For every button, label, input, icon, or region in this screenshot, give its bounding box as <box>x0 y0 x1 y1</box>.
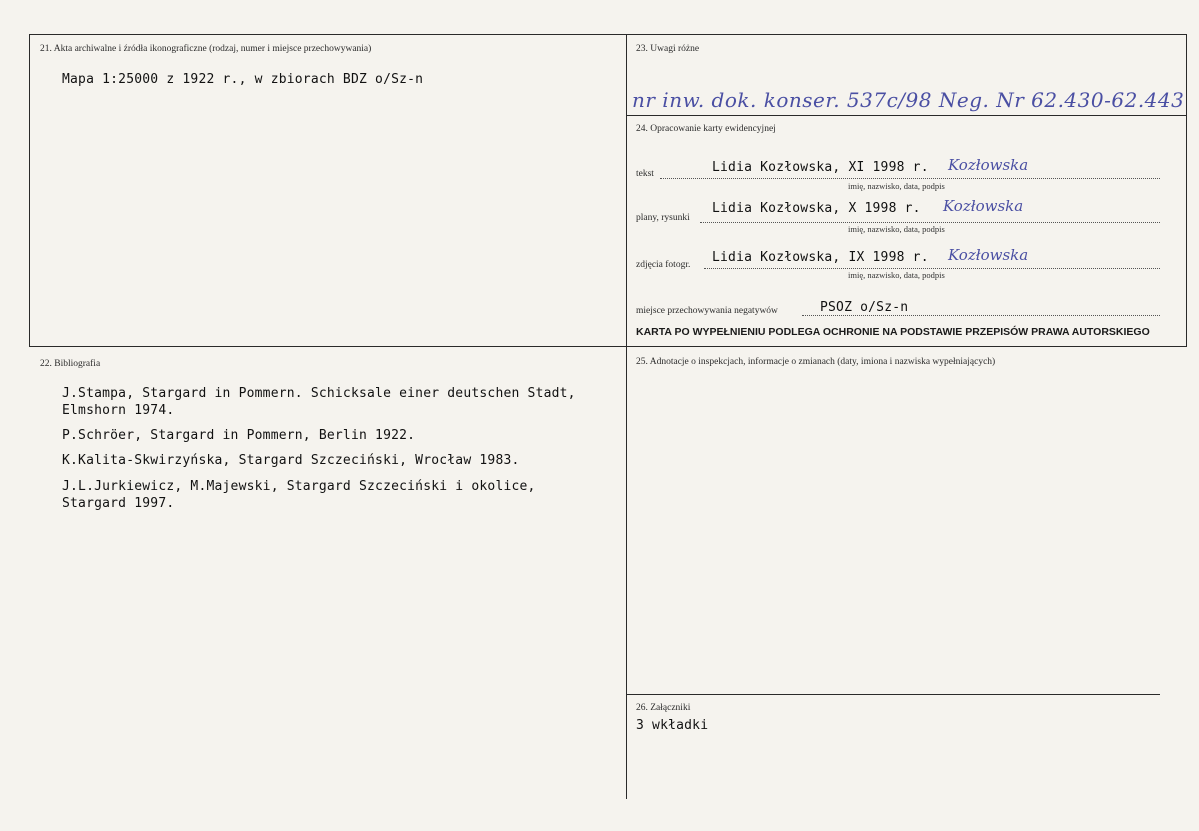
s23-bottom-line <box>626 115 1186 116</box>
s22-entry-1-line-2: Elmshorn 1974. <box>62 403 175 418</box>
s26-caption: 26. Załączniki <box>636 703 691 713</box>
s22-caption: 22. Bibliografia <box>40 359 101 369</box>
s21-caption: 21. Akta archiwalne i źródła ikonograficzne (rodzaj, numer i miejsce przechowywania) <box>40 44 372 54</box>
s24-row-sublabel-plany: imię, nazwisko, data, podpis <box>848 224 945 234</box>
horizontal-divider <box>29 346 1187 347</box>
s24-row-dotline-plany <box>700 222 1160 223</box>
middle-divider <box>626 34 627 799</box>
s24-row-signature-zdjecia: Kozłowska <box>948 246 1029 264</box>
s21-text: Mapa 1:25000 z 1922 r., w zbiorach BDZ o/Sz-n <box>62 72 424 87</box>
s24-caption: 24. Opracowanie karty ewidencyjnej <box>636 124 776 134</box>
s24-negatives-label: miejsce przechowywania negatywów <box>636 306 778 316</box>
s24-row-signature-tekst: Kozłowska <box>948 156 1029 174</box>
s26-text: 3 wkładki <box>636 718 709 733</box>
s24-negatives-dotline <box>802 315 1160 316</box>
s24-copyright-note: KARTA PO WYPEŁNIENIU PODLEGA OCHRONIE NA PODSTAWIE PRZEPISÓW PRAWA AUTORSKIEGO <box>636 326 1150 338</box>
right-border <box>1186 34 1187 346</box>
s24-row-dotline-tekst <box>660 178 1160 179</box>
s24-row-value-zdjecia: Lidia Kozłowska, IX 1998 r. <box>712 250 929 265</box>
s24-row-label-plany: plany, rysunki <box>636 213 690 223</box>
s24-row-sublabel-zdjecia: imię, nazwisko, data, podpis <box>848 270 945 280</box>
s24-row-dotline-zdjecia <box>704 268 1160 269</box>
top-border <box>29 34 1187 35</box>
s22-entry-4-line-2: Stargard 1997. <box>62 496 175 511</box>
s22-entry-2: P.Schröer, Stargard in Pommern, Berlin 1922. <box>62 428 416 443</box>
s22-entry-4-line-1: J.L.Jurkiewicz, M.Majewski, Stargard Szczeciński i okolice, <box>62 479 536 494</box>
s23-caption: 23. Uwagi różne <box>636 44 700 54</box>
s24-row-sublabel-tekst: imię, nazwisko, data, podpis <box>848 181 945 191</box>
s24-row-label-zdjecia: zdjęcia fotogr. <box>636 260 691 270</box>
s22-entry-1-line-1: J.Stampa, Stargard in Pommern. Schicksale einer deutschen Stadt, <box>62 386 576 401</box>
s23-handwritten-note: nr inw. dok. konser. 537c/98 Neg. Nr 62.430-62.443 <box>632 88 1185 112</box>
s25-caption: 25. Adnotacje o inspekcjach, informacje o zmianach (daty, imiona i nazwiska wypełniających) <box>636 357 996 367</box>
s24-negatives-value: PSOZ o/Sz-n <box>820 300 909 315</box>
s24-row-signature-plany: Kozłowska <box>943 197 1024 215</box>
s24-row-value-plany: Lidia Kozłowska, X 1998 r. <box>712 201 921 216</box>
s22-entry-3: K.Kalita-Skwirzyńska, Stargard Szczeciński, Wrocław 1983. <box>62 453 520 468</box>
s24-row-value-tekst: Lidia Kozłowska, XI 1998 r. <box>712 160 929 175</box>
s24-row-label-tekst: tekst <box>636 169 654 179</box>
left-border <box>29 34 30 346</box>
s26-top-line <box>626 694 1160 695</box>
